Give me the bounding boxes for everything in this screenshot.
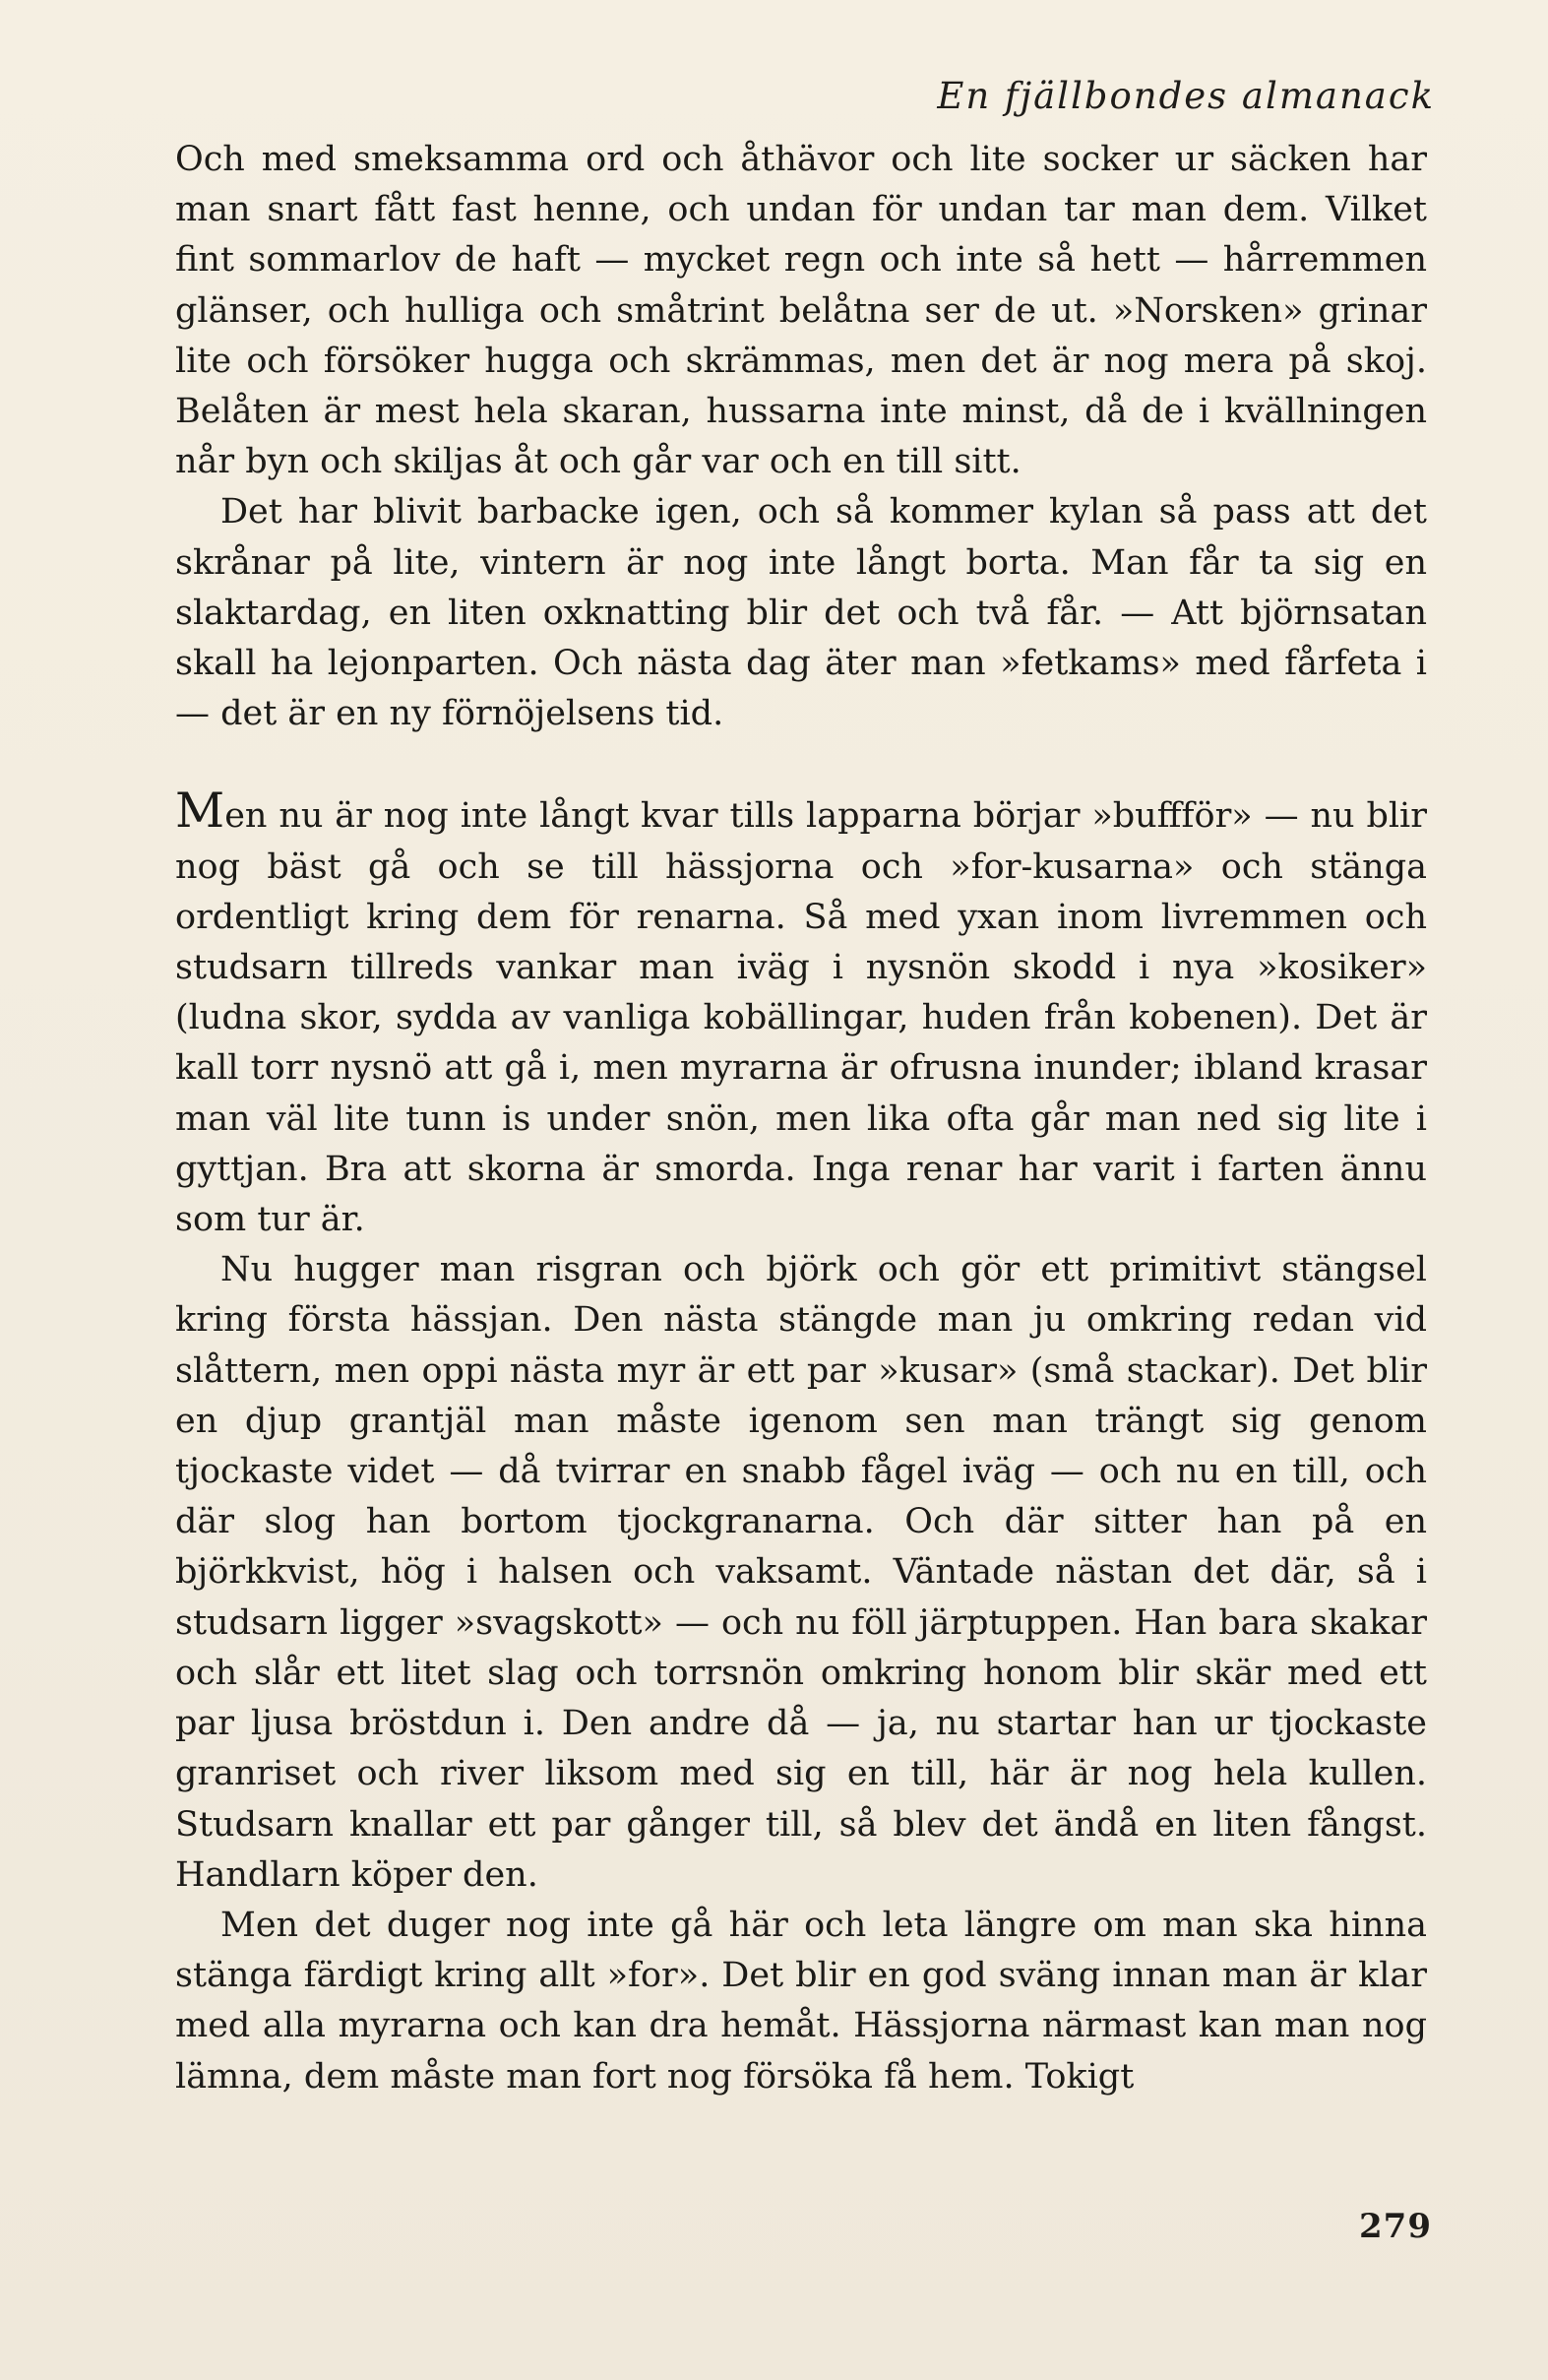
section-opening-text: en nu är nog inte långt kvar tills lapparna börjar »buffför» — nu blir nog bäst gå och se till hässjorna och »for-kusarna» och stänga ordentligt kring dem för renarna. Så med yxan inom livremmen och studsarn tillreds vankar man iväg i nysnön skodd i nya »kosiker» (ludna skor, sydda av vanliga kobällingar, huden från kobenen). Det är kall torr nysnö att gå i, men myrarna är ofrusna inunder; ibland krasar man väl lite tunn is under snön, men lika ofta går man ned sig lite i gyttjan. Bra att skorna är smorda. Inga renar har varit i farten ännu som tur är.: [175, 796, 1427, 1240]
paragraph-5: Men det duger nog inte gå här och leta längre om man ska hinna stänga färdigt kring allt »for». Det blir en god sväng innan man är klar med alla myrarna och kan dra hemåt. Hässjorna närmast kan man nog lämna, dem måste man fort nog försöka få hem. Tokigt: [175, 1905, 1427, 2097]
body-text: [175, 135, 1427, 2102]
section-opening-paragraph: [175, 783, 1427, 1245]
paragraph-4: Nu hugger man risgran och björk och gör ett primitivt stängsel kring första hässjan. Den nästa stängde man ju omkring redan vid slåttern, men oppi nästa myr är ett par »kusar» (små stackar). Det blir en djup grantjäl man måste igenom sen man trängt sig genom tjockaste videt — då tvirrar en snabb fågel iväg — och nu en till, och där slog han bortom tjockgranarna. Och där sitter han på en björkkvist, hög i halsen och vaksamt. Väntade nästan det där, så i studsarn ligger »svagskott» — och nu föll järptuppen. Han bara skakar och slår ett litet slag och torrsnön omkring honom blir skär med ett par ljusa bröstdun i. Den andre då — ja, nu startar han ur tjockaste granriset och river liksom med sig en till, här är nog hela kullen. Studsarn knallar ett par gånger till, så blev det ändå en liten fångst. Handlarn köper den.: [175, 1250, 1427, 1895]
drop-cap-letter: M: [175, 783, 225, 840]
page-number: 279: [1359, 2207, 1432, 2246]
paragraph-1: Och med smeksamma ord och åthävor och lite socker ur säcken har man snart fått fast henne, och undan för undan tar man dem. Vilket fint sommarlov de haft — mycket regn och inte så hett — hårremmen glänser, och hulliga och småtrint belåtna ser de ut. »Norsken» grinar lite och försöker hugga och skrämmas, men det är nog mera på skoj. Belåten är mest hela skaran, hussarna inte minst, då de i kvällningen når byn och skiljas åt och går var och en till sitt.: [175, 140, 1427, 482]
paragraph-2: Det har blivit barbacke igen, och så kommer kylan så pass att det skrånar på lite, vintern är nog inte långt borta. Man får ta sig en slaktardag, en liten oxknatting blir det och två får. — Att björnsatan skall ha lejonparten. Och nästa dag äter man »fetkams» med fårfeta i — det är en ny förnöjelsens tid.: [175, 492, 1427, 734]
running-head: En fjällbondes almanack: [937, 75, 1435, 117]
